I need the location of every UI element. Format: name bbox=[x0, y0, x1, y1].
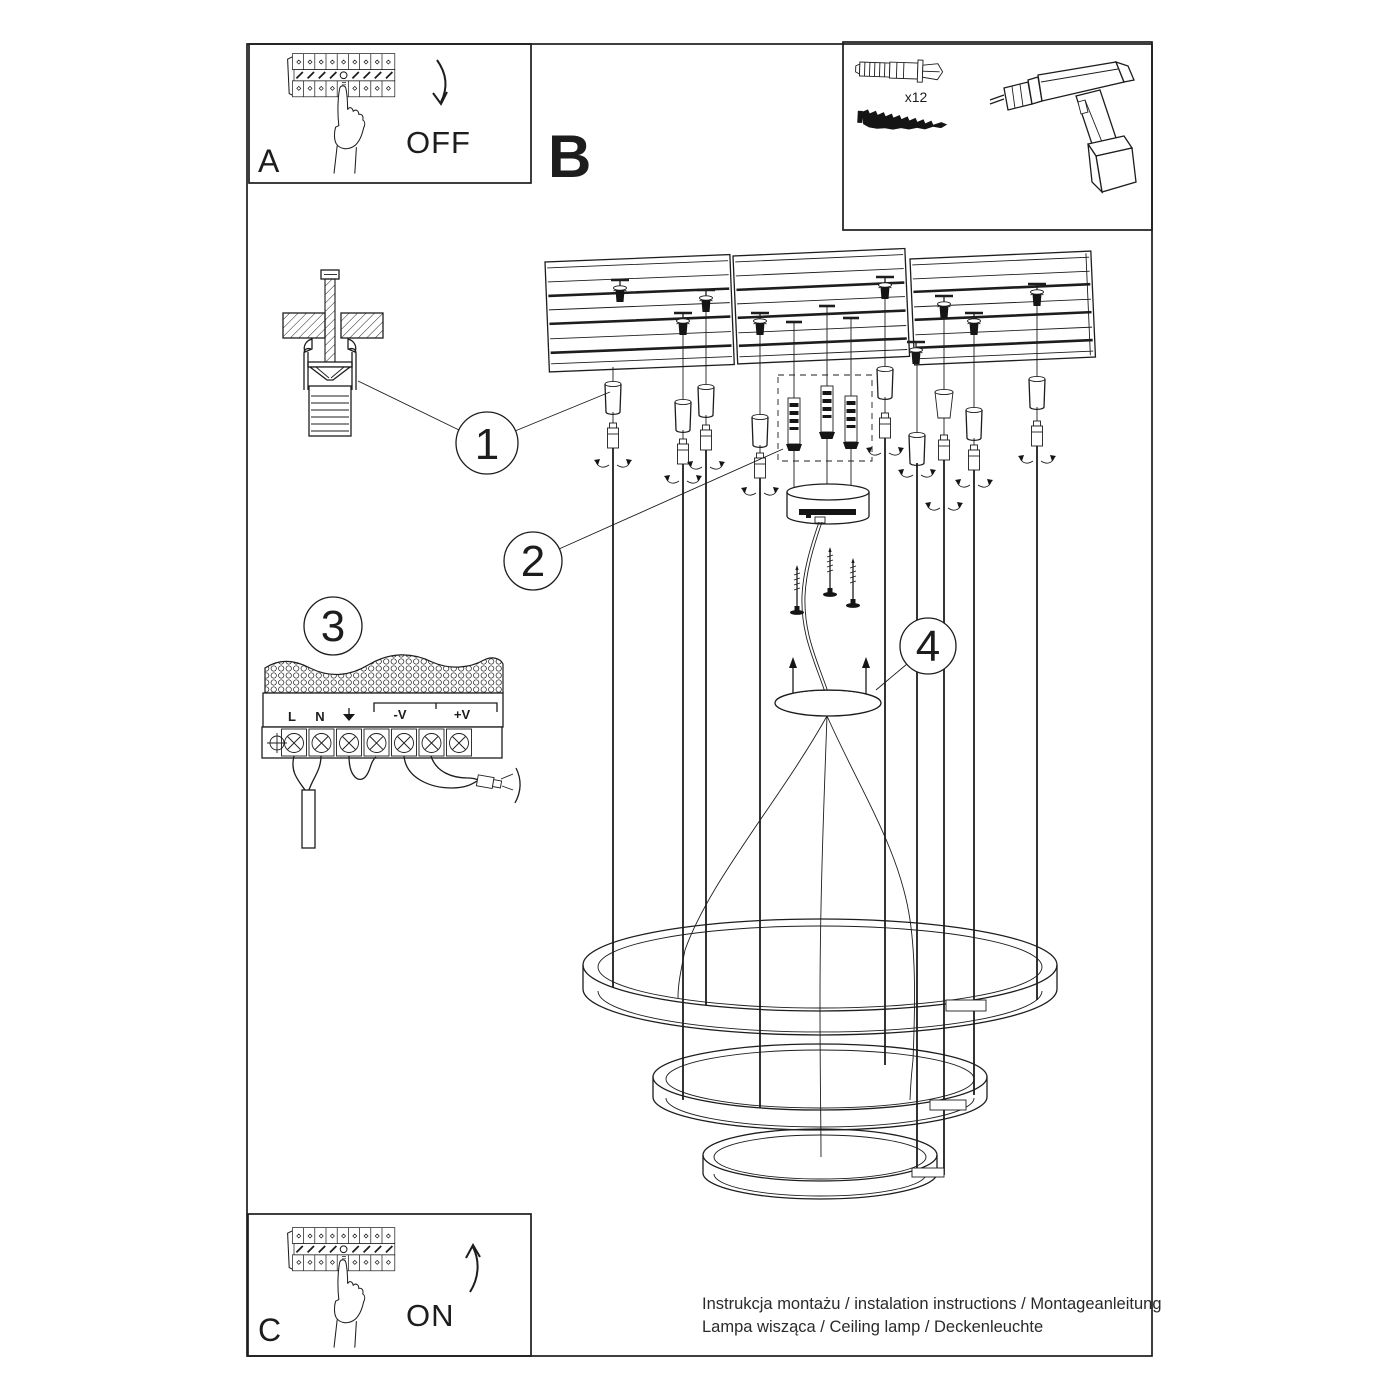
footer-line-2: Lampa wisząca / Ceiling lamp / Deckenleuchte bbox=[702, 1318, 1044, 1336]
ring-feed-wire bbox=[827, 716, 915, 1100]
wall-plug-icon bbox=[819, 386, 835, 439]
terminal-neg-label: -V bbox=[393, 707, 407, 722]
footer bbox=[702, 1295, 1162, 1336]
off-label: OFF bbox=[406, 125, 471, 160]
wall-plug-icon bbox=[855, 58, 943, 83]
ceiling-plate-right bbox=[910, 251, 1095, 365]
ring-feed-wire bbox=[820, 716, 827, 1157]
canopy-assembly bbox=[678, 484, 915, 1157]
step-b-label: B bbox=[548, 123, 592, 190]
tools bbox=[855, 58, 1136, 192]
ring-small bbox=[703, 1129, 944, 1199]
callout-3-label: 3 bbox=[320, 602, 346, 651]
callout-4-label: 4 bbox=[915, 622, 941, 671]
ring-feed-wire bbox=[678, 716, 827, 998]
screw-icon bbox=[857, 109, 948, 133]
canopy-screw-icon bbox=[846, 558, 860, 608]
callout-1-label: 1 bbox=[474, 420, 500, 469]
drill-icon bbox=[990, 62, 1136, 192]
driver-terminal-block bbox=[262, 655, 520, 848]
ceiling-screw-icon bbox=[697, 290, 715, 312]
ceiling-screw-icon bbox=[674, 313, 692, 335]
terminal-l-label: L bbox=[288, 709, 296, 724]
breaker-panel-on-icon bbox=[288, 1228, 395, 1348]
ceiling-screw-icon bbox=[876, 277, 894, 299]
anchor-count-label: x12 bbox=[904, 89, 928, 105]
terminal-n-label: N bbox=[315, 709, 325, 724]
wire-connector bbox=[476, 775, 502, 790]
terminal-screws bbox=[282, 729, 472, 756]
terminal-pos-label: +V bbox=[453, 707, 471, 722]
on-arrow-icon bbox=[470, 1247, 478, 1292]
ceiling-plates bbox=[545, 248, 1095, 371]
wall-plug-icon bbox=[786, 398, 802, 451]
step-a-label: A bbox=[258, 143, 280, 179]
canopy-fixing-zone bbox=[778, 306, 872, 490]
step-c bbox=[258, 1228, 480, 1348]
step-a bbox=[258, 54, 471, 179]
on-label: ON bbox=[406, 1298, 455, 1333]
callouts bbox=[304, 381, 956, 690]
anchor-cross-section bbox=[283, 270, 383, 436]
breaker-panel-off-icon bbox=[288, 54, 395, 174]
footer-line-1: Instrukcja montażu / instalation instructions / Montageanleitung bbox=[702, 1295, 1162, 1313]
canopy bbox=[787, 484, 869, 524]
ceiling-screw-icon bbox=[611, 280, 629, 302]
driver-mesh bbox=[265, 655, 503, 693]
canopy-screw-icon bbox=[823, 547, 837, 597]
step-c-label: C bbox=[258, 1312, 282, 1348]
ceiling-screw-icon bbox=[935, 296, 953, 318]
callout-2-label: 2 bbox=[520, 537, 546, 586]
wall-plug-icon bbox=[843, 396, 859, 449]
